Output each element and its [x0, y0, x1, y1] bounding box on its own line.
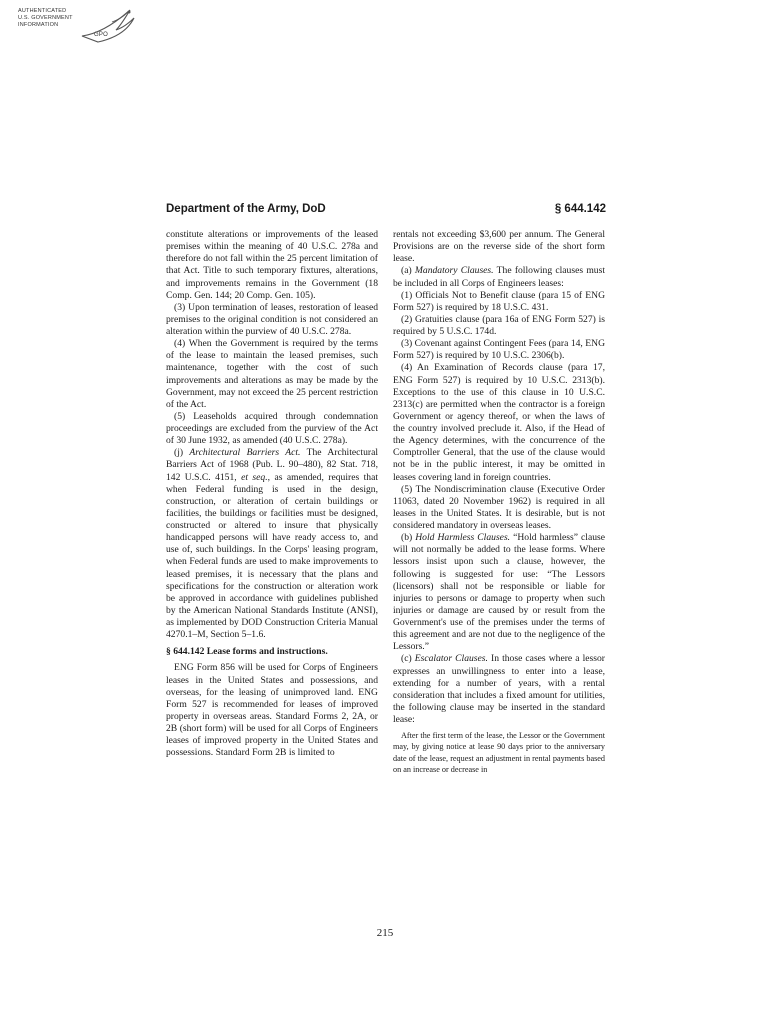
- paragraph: (1) Officials Not to Benefit clause (para 15 of ENG Form 527) is required by 18 U.S.C. 431.: [393, 289, 605, 313]
- paragraph: (3) Covenant against Contingent Fees (para 14, ENG Form 527) is required by 10 U.S.C. 2306(b).: [393, 338, 605, 362]
- paragraph-text: “Hold harmless” clause will not normally be added to the lease forms. Where lessors insist upon such a clause, however, the following is suggested for use: “The Lessors (licensors) shall not be responsible or liable for injuries to persons or damage to property when such injuries or damage are caused by or result from the Government's use of the premises under the terms of this agreement and are not due to the negligence of the Lessors.”: [393, 532, 605, 653]
- paragraph-text: The Architectural Barriers Act of 1968 (Pub. L. 90–480), 82 Stat. 718, 142 U.S.C. 4151,: [166, 447, 378, 483]
- paragraph-escalator: [393, 653, 605, 726]
- paragraph-title: Escalator Clauses.: [414, 653, 488, 665]
- badge-line-gpo: GPO: [94, 32, 108, 38]
- section-heading: § 644.142 Lease forms and instructions.: [166, 646, 328, 658]
- header-agency: Department of the Army, DoD: [166, 203, 326, 215]
- paragraph-title: Hold Harmless Clauses.: [415, 532, 511, 544]
- paragraph: constitute alterations or improvements of the leased premises within the meaning of 40 U.S.C. 278a and therefore do not fall within the 25 percent limitation of that Act. Title to such temporary fixtures, alterations, and improvements remains in the Government (18 Comp. Gen. 144; 20 Comp. Gen. 105).: [166, 229, 378, 301]
- paragraph-architectural-barriers: [166, 447, 378, 641]
- right-column: [393, 229, 605, 775]
- paragraph: ENG Form 856 will be used for Corps of Engineers leases in the United States and possessions, and overseas, for the leasing of unimproved land. ENG Form 527 is recommended for leases of improved property in overseas areas. Standard Forms 2, 2A, or 2B (short form) will be used for all Corps of Engineers leases of improved property in the United States and possessions. Standard Form 2B is limited to: [166, 662, 378, 759]
- paragraph-mandatory-clauses: [393, 265, 605, 289]
- paragraph-title: Mandatory Clauses.: [414, 265, 494, 277]
- paragraph-hold-harmless: [393, 532, 605, 653]
- paragraph: (3) Upon termination of leases, restoration of leased premises to the original condition is not considered an alteration within the purview of 40 U.S.C. 278a.: [166, 301, 378, 337]
- header-section-number: § 644.142: [554, 203, 606, 215]
- paragraph-label: (j): [174, 447, 184, 459]
- paragraph-title: Architectural Barriers Act.: [189, 447, 301, 459]
- paragraph: (5) Leaseholds acquired through condemnation proceedings are excluded from the purview of the Act of 30 June 1932, as amended (40 U.S.C. 278a).: [166, 410, 378, 447]
- et-seq: et seq.: [241, 471, 268, 483]
- left-column: [166, 229, 378, 759]
- badge-line-information: INFORMATION: [18, 22, 59, 28]
- paragraph: (5) The Nondiscrimination clause (Executive Order 11063, dated 20 November 1962) is required in all leases in the United States. It is desirable, but is not considered mandatory in overseas leases.: [393, 483, 605, 531]
- gpo-authentication-badge: [12, 6, 142, 48]
- badge-line-authenticated: AUTHENTICATED: [18, 8, 67, 14]
- badge-line-government: U.S. GOVERNMENT: [18, 15, 73, 21]
- paragraph-text: In those cases where a lessor expresses an unwillingness to enter into a lease, extending for a number of years, with a rental consideration that includes a fixed amount for utilities, the following clause may be inserted in the standard lease:: [393, 653, 605, 725]
- page-number: 215: [376, 927, 394, 939]
- paragraph: (4) When the Government is required by the terms of the lease to maintain the leased premises, such maintenance, together with the cost of such improvements and alterations as may be made by the Government, may not exceed the 25 percent restriction of the Act.: [166, 338, 378, 410]
- paragraph-label: (a): [401, 265, 412, 277]
- paragraph: (4) An Examination of Records clause (para 17, ENG Form 527) is required by 10 U.S.C. 2313(b). Exceptions to the use of this clause in 10 U.S.C. 2313(c) are permitted when the contractor is a foreign Government or agency thereof, or when the laws of the country involved preclude it. Also, if the Head of the Agency determines, with the concurrence of the Comptroller General, that the use of the clause would not be in the public interest, it may be omitted in leases covering land in foreign countries.: [393, 362, 605, 483]
- paragraph-text: The following clauses must be included in all Corps of Engineers leases:: [393, 265, 605, 289]
- paragraph-label: (b): [401, 532, 413, 544]
- paragraph-text: , as amended, requires that when Federal funding is used in the design, construction, or alteration of certain buildings or facilities, the buildings or facilities must be designed, constructed or altered to insure that physically handicapped persons will have ready access to, and use of, such buildings. In the Corps' leasing program, when Federal funds are used to make improvements to leased premises, it is necessary that the plans and specifications for the construction or alteration work be approved in accordance with guidelines published by the American National Standards Institute (ANSI), as implemented by DOD Construction Criteria Manual 4270.1–M, Section 5–1.6.: [166, 471, 378, 641]
- paragraph: rentals not exceeding $3,600 per annum. The General Provisions are on the reverse side of the short form lease.: [393, 229, 605, 265]
- paragraph-label: (c): [401, 653, 412, 665]
- eagle-icon: [72, 6, 142, 48]
- block-quote-extract: After the first term of the lease, the Lessor or the Government may, by giving notice at lease 90 days prior to the anniversary date of the lease, request an adjustment in rental payments based on an increase or decrease in: [393, 731, 605, 774]
- paragraph: (2) Gratuities clause (para 16a of ENG Form 527) is required by 5 U.S.C. 174d.: [393, 313, 605, 337]
- running-head: [166, 203, 606, 219]
